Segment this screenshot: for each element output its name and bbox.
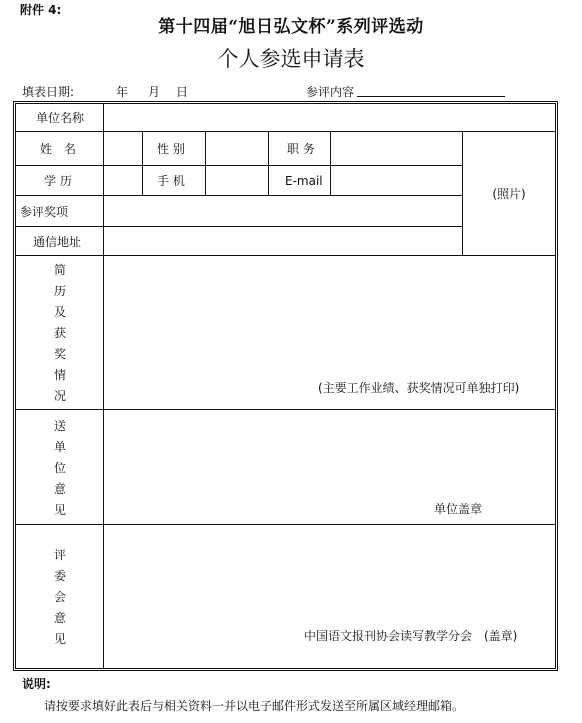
content-label: 参评内容 xyxy=(306,85,355,99)
month-label: 月 xyxy=(148,85,161,99)
education-label: 学 历 xyxy=(44,174,72,188)
position-label: 职 务 xyxy=(287,142,315,156)
gender-field[interactable] xyxy=(206,132,268,165)
address-field[interactable] xyxy=(104,227,462,255)
resume-label: 简 历 及 获 奖 情 况 xyxy=(53,263,66,403)
day-label: 日 xyxy=(176,85,189,99)
event-title: 第十四届“旭日弘文杯”系列评选动 xyxy=(158,17,424,37)
unit-stamp-label: 单位盖章 xyxy=(434,502,483,516)
phone-label: 手 机 xyxy=(157,174,185,188)
gender-label: 性 别 xyxy=(157,142,185,156)
unit-opinion-field[interactable] xyxy=(104,410,555,524)
org-name-field[interactable] xyxy=(104,103,555,131)
notes-title: 说明: xyxy=(22,677,51,691)
position-field[interactable] xyxy=(331,132,462,165)
year-label: 年 xyxy=(116,85,129,99)
content-input-line[interactable] xyxy=(357,96,505,97)
committee-stamp-label: 中国语文报刊协会读写教学分会 (盖章) xyxy=(304,629,518,643)
attachment-label: 附件 4: xyxy=(20,3,62,17)
resume-note: (主要工作业绩、获奖情况可单独打印) xyxy=(318,381,520,395)
award-label: 参评奖项 xyxy=(20,204,69,219)
award-field[interactable] xyxy=(104,196,462,226)
form-title: 个人参选申请表 xyxy=(217,47,365,71)
unit-opinion-label: 送 单 位 意 见 xyxy=(53,419,66,517)
notes-text: 请按要求填好此表后与相关资料一并以电子邮件形式发送至所属区域经理邮箱。 xyxy=(44,699,465,713)
org-name-label: 单位名称 xyxy=(36,110,85,125)
fill-date-label: 填表日期: xyxy=(22,85,75,99)
address-label: 通信地址 xyxy=(33,234,82,249)
email-field[interactable] xyxy=(331,166,462,195)
name-label: 姓 名 xyxy=(40,142,77,156)
phone-field[interactable] xyxy=(206,166,268,195)
committee-opinion-field[interactable] xyxy=(104,525,555,668)
committee-opinion-label: 评 委 会 意 见 xyxy=(53,548,66,646)
name-field[interactable] xyxy=(104,132,142,165)
email-label: E-mail xyxy=(285,173,323,188)
education-field[interactable] xyxy=(104,166,142,195)
photo-placeholder[interactable]: (照片) xyxy=(492,187,526,201)
